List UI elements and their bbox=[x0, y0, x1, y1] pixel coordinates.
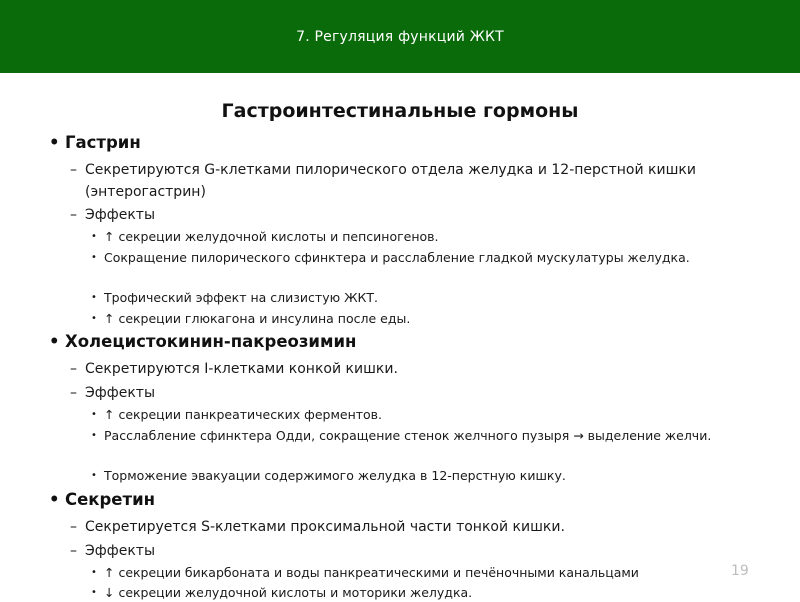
effects-label-item bbox=[70, 540, 730, 562]
bullet-icon: • bbox=[91, 409, 97, 420]
effect-item bbox=[91, 426, 741, 445]
secretion-item bbox=[70, 516, 730, 538]
dash-icon: – bbox=[70, 361, 77, 377]
effect-item bbox=[91, 288, 741, 307]
secretion-text: Секретируются I-клетками конкой кишки. bbox=[85, 361, 398, 377]
secretion-text: Секретируются G-клетками пилорического отдела желудка и 12-перстной кишки (энтерогастрин) bbox=[85, 162, 696, 200]
slide-title: 7. Регуляция функций ЖКТ bbox=[296, 28, 504, 45]
hormone-name: Секретин bbox=[65, 490, 156, 509]
effect-item bbox=[91, 405, 741, 424]
secretion-item bbox=[70, 358, 730, 380]
bullet-icon: • bbox=[91, 567, 97, 578]
bullet-icon: • bbox=[49, 332, 60, 351]
effect-text: ↑ секреции панкреатических ферментов. bbox=[104, 407, 383, 422]
effects-label-item bbox=[70, 382, 730, 404]
dash-icon: – bbox=[70, 543, 77, 559]
secretion-text: Секретируется S-клетками проксимальной части тонкой кишки. bbox=[85, 519, 565, 535]
effect-item bbox=[91, 466, 741, 485]
dash-icon: – bbox=[70, 385, 77, 401]
hormone-name: Гастрин bbox=[65, 133, 141, 152]
effect-item bbox=[91, 248, 741, 267]
bullet-icon: • bbox=[91, 313, 97, 324]
effect-item bbox=[91, 563, 741, 582]
effect-text: ↑ секреции желудочной кислоты и пепсиногенов. bbox=[104, 229, 439, 244]
dash-icon: – bbox=[70, 207, 77, 223]
effect-item bbox=[91, 309, 741, 328]
effect-text: ↓ секреции желудочной кислоты и моторики желудка. bbox=[104, 585, 473, 600]
effect-text: ↑ секреции глюкагона и инсулина после еды. bbox=[104, 311, 411, 326]
section-heading: Гастроинтестинальные гормоны bbox=[221, 100, 579, 122]
bullet-icon: • bbox=[49, 133, 60, 152]
hormone-name: Холецистокинин-пакреозимин bbox=[65, 332, 357, 351]
effect-text: Расслабление сфинктера Одди, сокращение стенок желчного пузыря → выделение желчи. bbox=[104, 428, 712, 443]
effect-text: Трофический эффект на слизистую ЖКТ. bbox=[104, 290, 379, 305]
effects-label: Эффекты bbox=[85, 543, 155, 559]
effects-label-item bbox=[70, 204, 730, 226]
effect-text: ↑ секреции бикарбоната и воды панкреатическими и печёночными канальцами bbox=[104, 565, 639, 580]
effects-label: Эффекты bbox=[85, 385, 155, 401]
bullet-icon: • bbox=[91, 292, 97, 303]
effects-label: Эффекты bbox=[85, 207, 155, 223]
effect-text: Сокращение пилорического сфинктера и расслабление гладкой мускулатуры желудка. bbox=[104, 250, 690, 265]
bullet-icon: • bbox=[91, 470, 97, 481]
bullet-icon: • bbox=[91, 231, 97, 242]
effect-item bbox=[91, 227, 741, 246]
bullet-icon: • bbox=[91, 252, 97, 263]
effect-item bbox=[91, 583, 741, 602]
bullet-icon: • bbox=[91, 430, 97, 441]
dash-icon: – bbox=[70, 519, 77, 535]
bullet-icon: • bbox=[49, 490, 60, 509]
page-number: 19 bbox=[731, 563, 749, 579]
effect-text: Торможение эвакуации содержимого желудка в 12-перстную кишку. bbox=[104, 468, 566, 483]
dash-icon: – bbox=[70, 162, 77, 178]
secretion-item bbox=[70, 159, 730, 203]
bullet-icon: • bbox=[91, 587, 97, 598]
